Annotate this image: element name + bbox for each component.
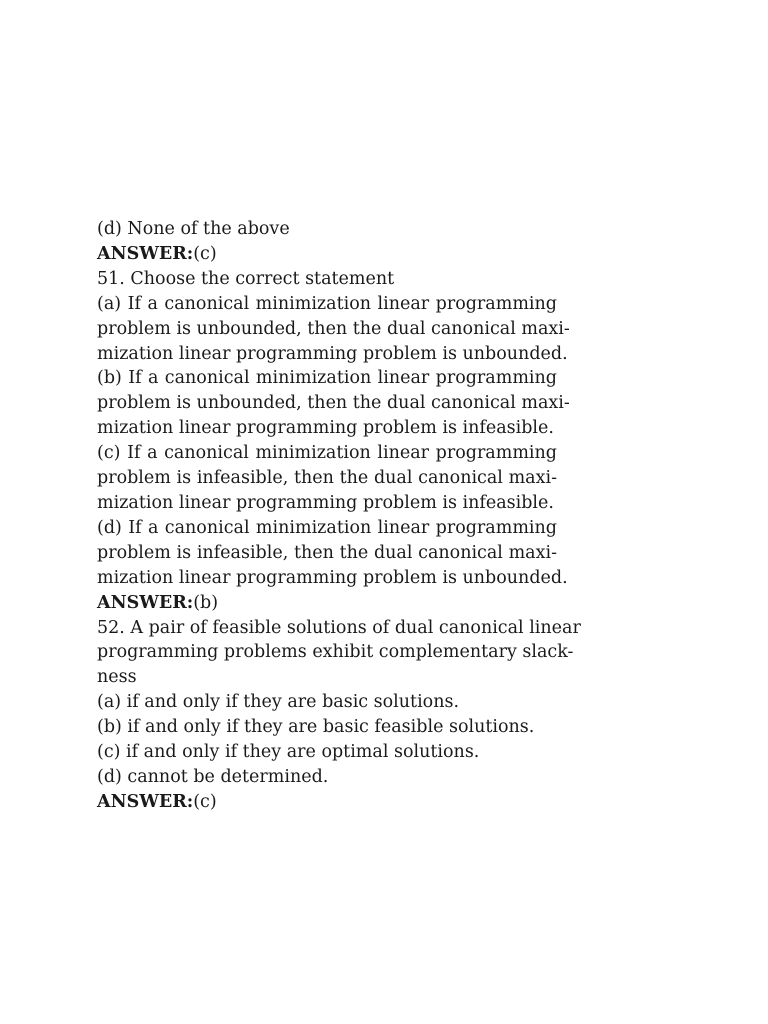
q51-option-d-line1: (d) If a canonical minimization linear programming (97, 517, 557, 538)
q51-option-c-line1: (c) If a canonical minimization linear programming (97, 443, 557, 464)
q51-option-b-line3: mization linear programming problem is infeasible. (97, 418, 554, 439)
q50-answer (97, 242, 557, 267)
q52-option-b: (b) if and only if they are basic feasible solutions. (97, 717, 535, 738)
q50-option-d: (d) None of the above (97, 219, 290, 239)
q51-option-b-line2: problem is unbounded, then the dual canonical maxi- (97, 393, 570, 414)
q51-answer (97, 591, 557, 616)
q51-option-d-line2: problem is infeasible, then the dual canonical maxi- (97, 542, 557, 563)
q51-option-a-line1: (a) If a canonical minimization linear programming (97, 293, 557, 314)
q51-option-b-line1: (b) If a canonical minimization linear programming (97, 368, 557, 389)
answer-label: ANSWER: (97, 592, 194, 613)
q52-question-line3: ness (97, 667, 137, 688)
q52-question-line1: 52. A pair of feasible solutions of dual canonical linear (97, 617, 581, 638)
q52-option-c: (c) if and only if they are optimal solutions. (97, 742, 480, 763)
q52-option-a: (a) if and only if they are basic solutions. (97, 692, 460, 713)
q51-option-c-line2: problem is infeasible, then the dual canonical maxi- (97, 468, 557, 489)
q51-question: 51. Choose the correct statement (97, 268, 395, 289)
answer-value: (c) (193, 243, 217, 264)
answer-value: (b) (193, 592, 219, 613)
q52-answer (97, 790, 557, 815)
q51-option-a-line2: problem is unbounded, then the dual canonical maxi- (97, 318, 570, 339)
answer-label: ANSWER: (97, 791, 194, 812)
document-page (97, 217, 581, 815)
q52-question-line2: programming problems exhibit complementary slack- (97, 642, 574, 663)
q51-option-d-line3: mization linear programming problem is unbounded. (97, 567, 568, 588)
q51-option-c-line3: mization linear programming problem is infeasible. (97, 492, 554, 513)
answer-value: (c) (193, 791, 217, 812)
q51-option-a-line3: mization linear programming problem is unbounded. (97, 343, 568, 364)
answer-label: ANSWER: (97, 243, 194, 264)
q52-option-d: (d) cannot be determined. (97, 766, 329, 787)
